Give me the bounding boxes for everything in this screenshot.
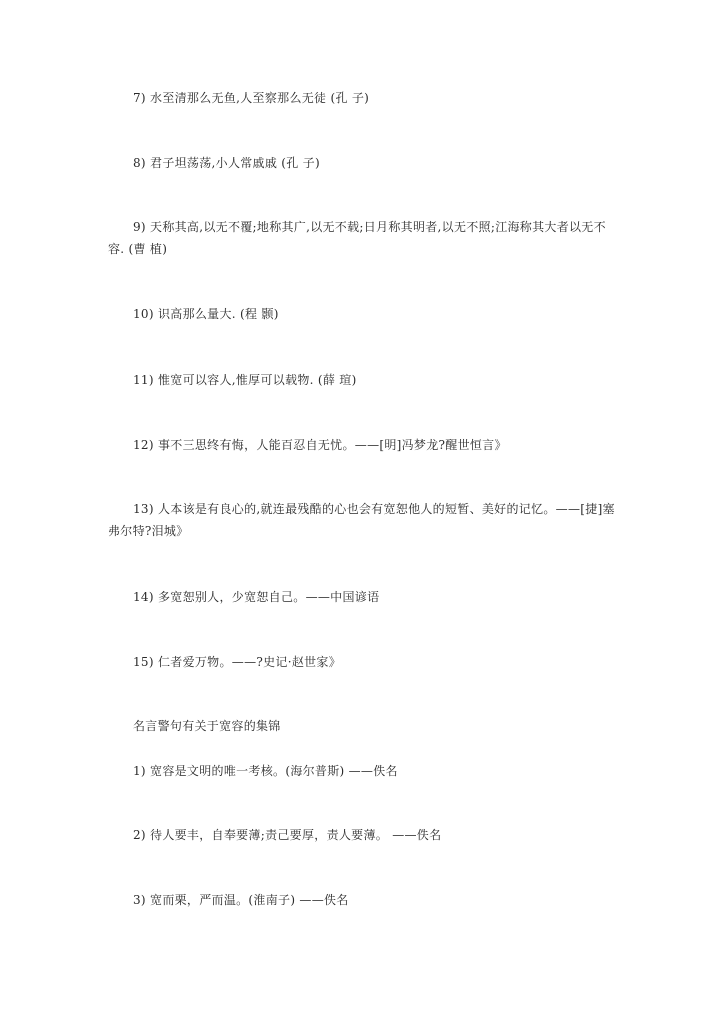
quote-9: 9) 天称其高,以无不覆;地称其广,以无不载;日月称其明者,以无不照;江海称其大者以无不容. (曹 植) [108,220,606,256]
quote-list2-3: 3) 宽而栗，严而温。(淮南子) ——佚名 [133,893,349,907]
quote-10: 10) 识高那么量大. (程 颢) [133,307,279,321]
quote-13: 13) 人本该是有良心的,就连最残酷的心也会有宽恕他人的短暂、美好的记忆。——[捷]塞弗尔特?泪城》 [108,502,615,538]
quote-7: 7) 水至清那么无鱼,人至察那么无徒 (孔 子) [133,91,370,105]
section-title: 名言警句有关于宽容的集锦 [133,719,281,733]
quote-12: 12) 事不三思终有悔，人能百忍自无忧。——[明]冯梦龙?醒世恒言》 [133,438,507,452]
quote-list2-1: 1) 宽容是文明的唯一考核。(海尔普斯) ——佚名 [133,764,398,778]
quote-11: 11) 惟宽可以容人,惟厚可以载物. (薛 瑄) [133,373,357,387]
quote-14: 14) 多宽恕别人，少宽恕自己。——中国谚语 [133,590,380,604]
quote-8: 8) 君子坦荡荡,小人常戚戚 (孔 子) [133,156,320,170]
quote-list2-2: 2) 待人要丰，自奉要薄;责己要厚，责人要薄。 ——佚名 [133,828,442,842]
quote-15: 15) 仁者爱万物。——?史记·赵世家》 [133,655,342,669]
